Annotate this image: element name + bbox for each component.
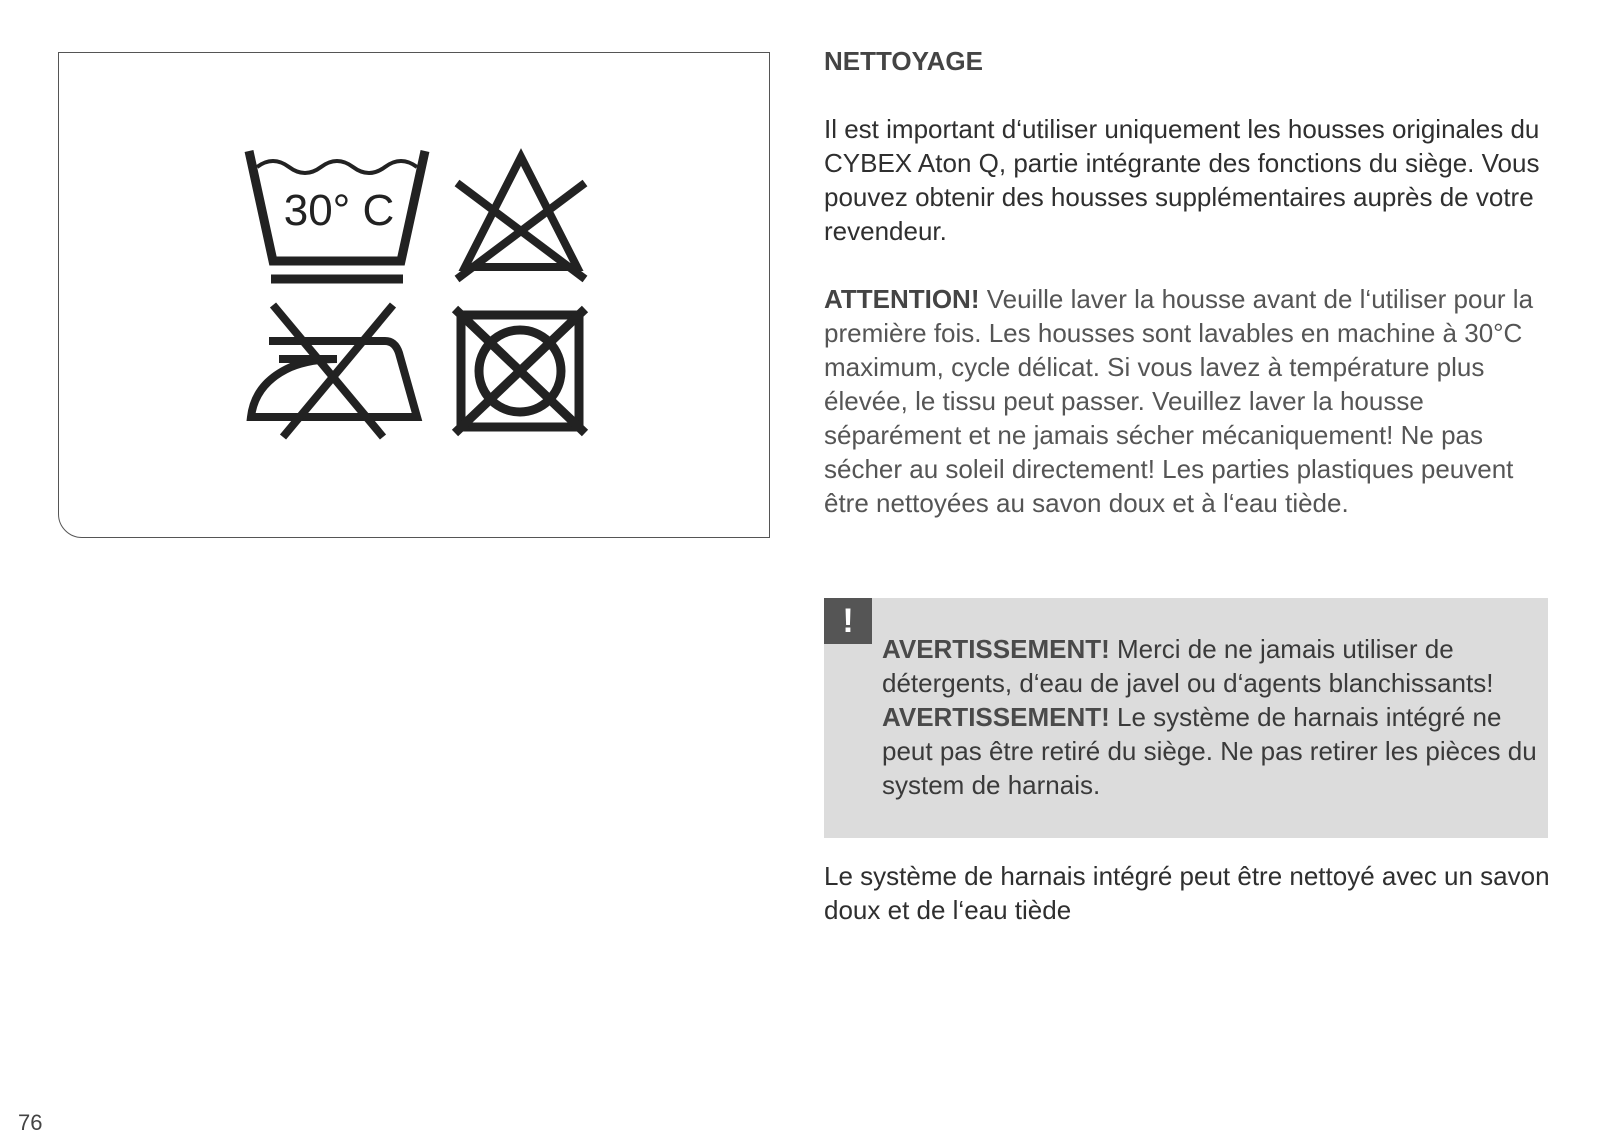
section-title: NETTOYAGE [824,46,983,76]
attention-paragraph [824,282,1554,520]
attention-label: ATTENTION! [824,284,980,314]
warning-badge-icon: ! [824,598,872,644]
warning-2 [882,700,1552,802]
cleaning-section [824,44,1554,520]
attention-text: Veuille laver la housse avant de l‘utiliser pour la première fois. Les housses sont lavables en machine à 30°C maximum, cycle délicat. Si vous lavez à température plus élevée, le tissu peut passer. Veuillez laver la housse séparément et ne jamais sécher mécaniquement! Ne pas sécher au soleil directement! Les parties plastiques peuvent être nettoyées au savon doux et à l‘eau tiède. [824,284,1534,518]
warning-1 [882,632,1552,700]
warning-1-text: Merci de ne jamais utiliser de détergents, d‘eau de javel ou d‘agents blanchissants! [882,634,1494,698]
warning-box [824,598,1548,838]
no-bleach-icon [457,157,585,279]
warning-1-label: AVERTISSEMENT! [882,634,1110,664]
no-iron-icon [251,305,419,437]
wash-30c-icon [249,151,425,279]
warning-2-label: AVERTISSEMENT! [882,702,1110,732]
wash-temp-label: 30° C [283,186,395,235]
harness-cleaning-paragraph: Le système de harnais intégré peut être nettoyé avec un savon doux et de l‘eau tiède [824,861,1550,925]
warning-2-text: Le système de harnais intégré ne peut pas être retiré du siège. Ne pas retirer les pièces du system de harnais. [882,702,1537,800]
warning-text-block [882,632,1552,802]
no-tumble-dry-icon [455,309,585,433]
care-symbols-graphic [59,53,771,539]
page-number: 76 [18,1110,43,1135]
care-symbols-panel [58,52,770,538]
intro-paragraph: Il est important d‘utiliser uniquement les housses originales du CYBEX Aton Q, partie intégrante des fonctions du siège. Vous pouvez obtenir des housses supplémentaires auprès de votre revendeur. [824,114,1540,246]
